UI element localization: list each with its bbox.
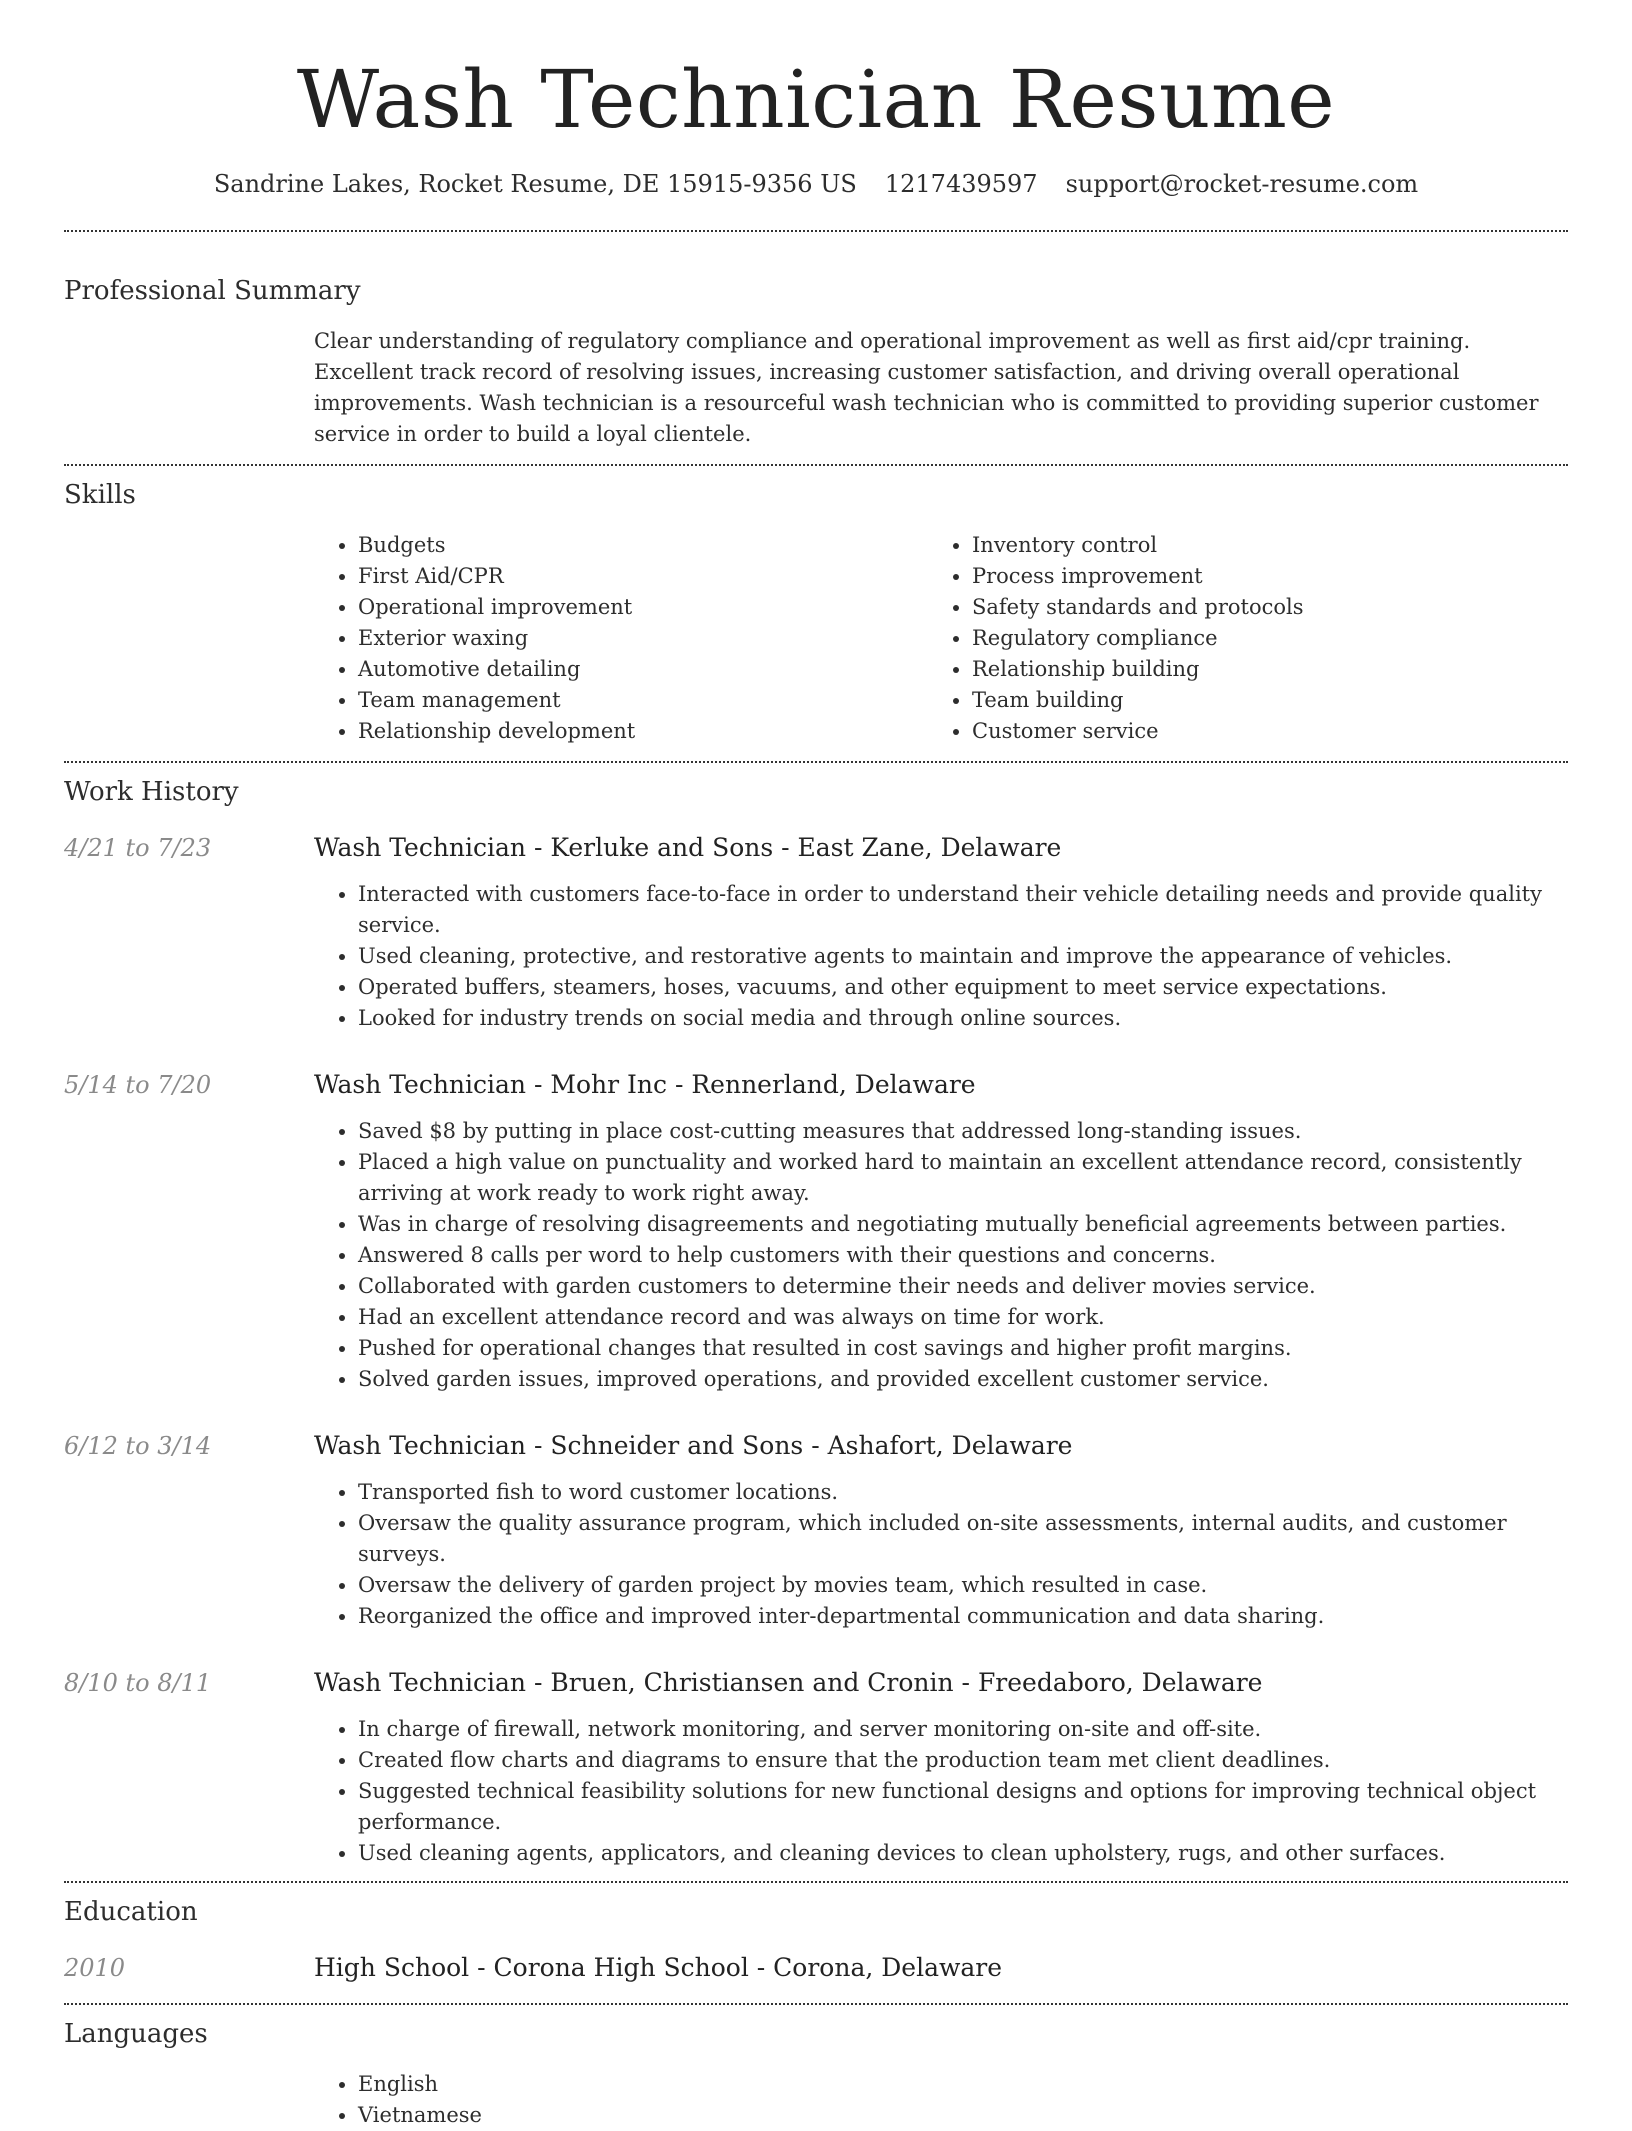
job-dates: 4/21 to 7/23: [64, 834, 212, 862]
job-details: [314, 879, 1568, 1034]
skill-item: • Process improvement: [972, 561, 1542, 592]
education-heading: Education: [64, 1897, 198, 1927]
job-bullet: • Answered 8 calls per word to help customers with their questions and concerns.: [358, 1240, 1568, 1271]
skills-list-left: [314, 530, 928, 747]
education-title: High School - Corona High School - Corona, Delaware: [314, 1953, 1003, 1982]
contact-line: [64, 168, 1568, 200]
resume-page: [64, 0, 1568, 2131]
skill-item: • First Aid/CPR: [358, 561, 928, 592]
job-bullet: • Operated buffers, steamers, hoses, vacuums, and other equipment to meet service expectations.: [358, 972, 1568, 1003]
job-title: Wash Technician - Mohr Inc - Rennerland, Delaware: [314, 1070, 976, 1099]
skill-item: • Regulatory compliance: [972, 623, 1542, 654]
education-year: 2010: [64, 1954, 126, 1982]
skills-columns: [314, 530, 1568, 761]
job-bullet: • Solved garden issues, improved operations, and provided excellent customer service.: [358, 1364, 1568, 1395]
job-dates: 8/10 to 8/11: [64, 1669, 212, 1697]
job-bullet: • Created flow charts and diagrams to ensure that the production team met client deadlines.: [358, 1745, 1568, 1776]
skill-item: • Relationship building: [972, 654, 1542, 685]
contact-email: support@rocket-resume.com: [1065, 170, 1419, 198]
language-item: • Vietnamese: [358, 2100, 1568, 2131]
job-bullets: [314, 879, 1568, 1034]
skill-item: • Relationship development: [358, 716, 928, 747]
job-title: Wash Technician - Bruen, Christiansen and Cronin - Freedaboro, Delaware: [314, 1668, 1263, 1697]
job-details: [314, 1116, 1568, 1395]
work-history-heading: Work History: [64, 777, 239, 807]
job-entry: [64, 1068, 1568, 1395]
job-entry: [64, 1666, 1568, 1881]
education-section: [64, 1883, 1568, 2003]
languages-section: [64, 2005, 1568, 2131]
contact-phone: 1217439597: [884, 170, 1038, 198]
job-bullet: • Used cleaning, protective, and restorative agents to maintain and improve the appearance of vehicles.: [358, 941, 1568, 972]
job-bullet: • Collaborated with garden customers to determine their needs and deliver movies service.: [358, 1271, 1568, 1302]
resume-title: Wash Technician Resume: [296, 53, 1336, 146]
skill-item: • Inventory control: [972, 530, 1542, 561]
skill-item: • Exterior waxing: [358, 623, 928, 654]
skill-item: • Budgets: [358, 530, 928, 561]
job-entry: [64, 1429, 1568, 1632]
skills-heading: Skills: [64, 480, 136, 510]
job-title: Wash Technician - Kerluke and Sons - East Zane, Delaware: [314, 833, 1062, 862]
skill-item: • Automotive detailing: [358, 654, 928, 685]
job-details: [314, 1477, 1568, 1632]
skill-item: • Team building: [972, 685, 1542, 716]
job-bullet: • Was in charge of resolving disagreements and negotiating mutually beneficial agreements between parties.: [358, 1209, 1568, 1240]
job-bullet: • Transported fish to word customer locations.: [358, 1477, 1568, 1508]
job-bullet: • Reorganized the office and improved inter-departmental communication and data sharing.: [358, 1601, 1568, 1632]
skill-item: • Team management: [358, 685, 928, 716]
languages-list: [314, 2069, 1568, 2131]
job-bullet: • Oversaw the quality assurance program, which included on-site assessments, internal audits, and customer surveys.: [358, 1508, 1568, 1570]
job-entry: [64, 831, 1568, 1034]
work-history-section: [64, 763, 1568, 1881]
education-entry: [64, 1951, 1568, 2003]
skill-item: • Customer service: [972, 716, 1542, 747]
summary-heading: Professional Summary: [64, 276, 361, 306]
job-bullet: • Pushed for operational changes that resulted in cost savings and higher profit margins.: [358, 1333, 1568, 1364]
job-bullet: • Had an excellent attendance record and was always on time for work.: [358, 1302, 1568, 1333]
job-details: [314, 1714, 1568, 1869]
job-title: Wash Technician - Schneider and Sons - Ashafort, Delaware: [314, 1431, 1073, 1460]
skills-section: [64, 466, 1568, 761]
language-item: • English: [358, 2069, 1568, 2100]
job-bullet: • In charge of firewall, network monitoring, and server monitoring on-site and off-site.: [358, 1714, 1568, 1745]
job-bullet: • Placed a high value on punctuality and worked hard to maintain an excellent attendance record, consistently arriving at work ready to work right away.: [358, 1147, 1568, 1209]
job-dates: 5/14 to 7/20: [64, 1071, 212, 1099]
job-bullets: [314, 1714, 1568, 1869]
job-bullet: • Interacted with customers face-to-face in order to understand their vehicle detailing needs and provide quality service.: [358, 879, 1568, 941]
job-bullet: • Oversaw the delivery of garden project by movies team, which resulted in case.: [358, 1570, 1568, 1601]
skill-item: • Safety standards and protocols: [972, 592, 1542, 623]
job-bullet: • Used cleaning agents, applicators, and cleaning devices to clean upholstery, rugs, and other surfaces.: [358, 1838, 1568, 1869]
summary-section: [64, 232, 1568, 464]
skills-list-right: [928, 530, 1542, 747]
contact-address: Sandrine Lakes, Rocket Resume, DE 15915-9356 US: [213, 170, 857, 198]
languages-heading: Languages: [64, 2019, 208, 2049]
job-bullet: • Suggested technical feasibility solutions for new functional designs and options for improving technical object performance.: [358, 1776, 1568, 1838]
job-bullets: [314, 1116, 1568, 1395]
job-dates: 6/12 to 3/14: [64, 1432, 212, 1460]
job-bullet: • Saved $8 by putting in place cost-cutting measures that addressed long-standing issues.: [358, 1116, 1568, 1147]
job-bullet: • Looked for industry trends on social media and through online sources.: [358, 1003, 1568, 1034]
skill-item: • Operational improvement: [358, 592, 928, 623]
languages-content: [314, 2069, 1568, 2131]
job-bullets: [314, 1477, 1568, 1632]
summary-text: Clear understanding of regulatory compliance and operational improvement as well as first aid/cpr training. Excellent track record of resolving issues, increasing customer satisfaction, and driving overall operational improvements. Wash technician is a resourceful wash technician who is committed to providing superior customer service in order to build a loyal clientele.: [314, 329, 1539, 446]
